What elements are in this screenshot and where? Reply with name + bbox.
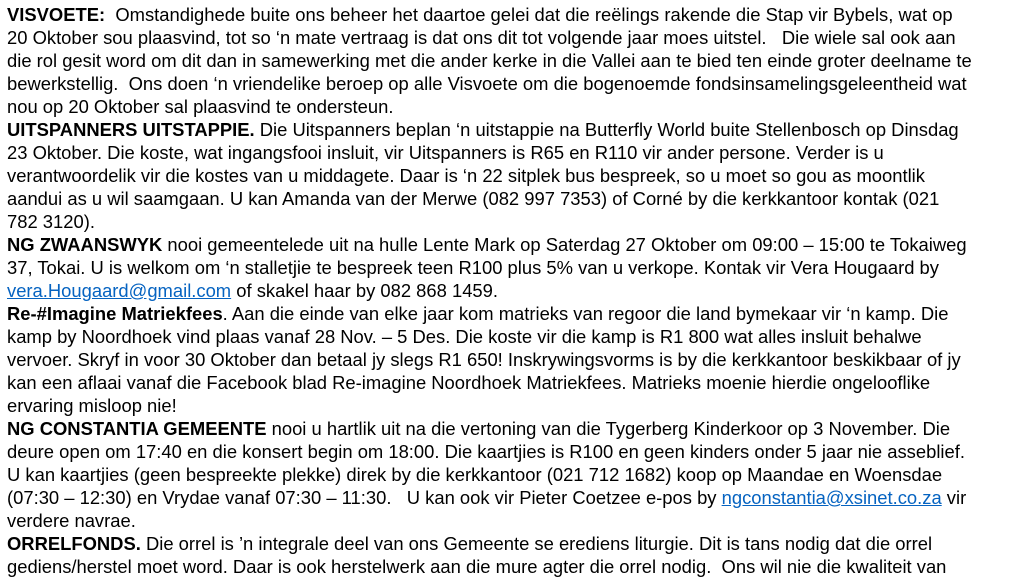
text-line bbox=[7, 394, 1018, 417]
text-run: 37, Tokai. U is welkom om ‘n stalletjie te bespreek teen R100 plus 5% van u verkope. Kontak vir Vera Hougaard by bbox=[7, 257, 939, 278]
paragraph-uitspanners-uitstappie bbox=[7, 118, 1018, 233]
text-line bbox=[7, 486, 1018, 509]
text-line bbox=[7, 141, 1018, 164]
text-run: 20 Oktober sou plaasvind, tot so ‘n mate vertraag is dat ons dit tot volgende jaar moes uitstel. Die wiele sal ook aan bbox=[7, 27, 956, 48]
text-line bbox=[7, 371, 1018, 394]
text-run: . Aan die einde van elke jaar kom matrieks van regoor die land bymekaar vir ‘n kamp. Die bbox=[222, 303, 949, 324]
text-run: gediens/herstel moet word. Daar is ook herstelwerk aan die mure agter die orrel nodig. Ons wil nie die kwaliteit van bbox=[7, 556, 947, 577]
text-line bbox=[7, 532, 1018, 555]
section-heading: VISVOETE: bbox=[7, 4, 106, 25]
text-run: ervaring misloop nie! bbox=[7, 395, 177, 416]
text-line bbox=[7, 95, 1018, 118]
text-line bbox=[7, 509, 1018, 532]
text-run: Die orrel is ’n integrale deel van ons Gemeente se erediens liturgie. Dit is tans nodig dat die orrel bbox=[140, 533, 933, 554]
section-heading: NG CONSTANTIA GEMEENTE bbox=[7, 418, 267, 439]
text-run: (07:30 – 12:30) en Vrydae vanaf 07:30 – 11:30. U kan ook vir Pieter Coetzee e-pos by bbox=[7, 487, 722, 508]
text-run: nooi u hartlik uit na die vertoning van die Tygerberg Kinderkoor op 3 November. Die bbox=[266, 418, 951, 439]
text-run: 23 Oktober. Die koste, wat ingangsfooi insluit, vir Uitspanners is R65 en R110 vir ander persone. Verder is u bbox=[7, 142, 884, 163]
text-line bbox=[7, 279, 1018, 302]
text-run: Die Uitspanners beplan ‘n uitstappie na Butterfly World buite Stellenbosch op Dinsdag bbox=[254, 119, 959, 140]
text-run: bewerkstellig. Ons doen ‘n vriendelike beroep op alle Visvoete om die bogenoemde fondsinsamelingsgeleentheid wat bbox=[7, 73, 967, 94]
text-line bbox=[7, 187, 1018, 210]
email-link[interactable]: vera.Hougaard@gmail.com bbox=[7, 280, 232, 301]
text-run: nou op 20 Oktober sal plaasvind te ondersteun. bbox=[7, 96, 394, 117]
text-line bbox=[7, 302, 1018, 325]
text-run: kan een aflaai vanaf die Facebook blad Re-imagine Noordhoek Matriekfees. Matrieks moenie hierdie ongelooflike bbox=[7, 372, 931, 393]
text-run: verantwoordelik vir die kostes van u middagete. Daar is ‘n 22 sitplek bus bespreek, so u moet so gou as moontlik bbox=[7, 165, 925, 186]
paragraph-ng-constantia-gemeente bbox=[7, 417, 1018, 532]
text-line bbox=[7, 463, 1018, 486]
text-line bbox=[7, 26, 1018, 49]
text-line bbox=[7, 72, 1018, 95]
text-run: 782 3120). bbox=[7, 211, 95, 232]
paragraph-ng-zwaanswyk bbox=[7, 233, 1018, 302]
text-line bbox=[7, 348, 1018, 371]
text-line bbox=[7, 118, 1018, 141]
text-run: nooi gemeentelede uit na hulle Lente Mark op Saterdag 27 Oktober om 09:00 – 15:00 te Tokaiweg bbox=[162, 234, 967, 255]
text-line bbox=[7, 49, 1018, 72]
paragraph-visvoete bbox=[7, 3, 1018, 118]
text-line bbox=[7, 417, 1018, 440]
text-run: vir bbox=[941, 487, 967, 508]
text-run: Omstandighede buite ons beheer het daartoe gelei dat die reëlings rakende die Stap vir Bybels, wat op bbox=[105, 4, 953, 25]
paragraph-orrelfonds bbox=[7, 532, 1018, 578]
section-heading: Re-#Imagine Matriekfees bbox=[7, 303, 223, 324]
text-run: vervoer. Skryf in voor 30 Oktober dan betaal jy slegs R1 650! Inskrywingsvorms is by die kerkkantoor beskikbaar of jy bbox=[7, 349, 961, 370]
text-line bbox=[7, 325, 1018, 348]
section-heading: ORRELFONDS. bbox=[7, 533, 141, 554]
text-run: verdere navrae. bbox=[7, 510, 136, 531]
paragraph-re-imagine-matriekfees bbox=[7, 302, 1018, 417]
text-run: kamp by Noordhoek vind plaas vanaf 28 Nov. – 5 Des. Die koste vir die kamp is R1 800 wat alles insluit behalwe bbox=[7, 326, 922, 347]
email-link[interactable]: ngconstantia@xsinet.co.za bbox=[721, 487, 942, 508]
text-run: deure open om 17:40 en die konsert begin om 18:00. Die kaartjies is R100 en geen kinders onder 5 jaar nie asseblief. bbox=[7, 441, 965, 462]
text-run: aandui as u wil saamgaan. U kan Amanda van der Merwe (082 997 7353) of Corné by die kerkkantoor kontak (021 bbox=[7, 188, 940, 209]
text-run: die rol gesit word om dit dan in samewerking met die ander kerke in die Vallei aan te bied ten einde groter deelname te bbox=[7, 50, 972, 71]
text-line bbox=[7, 256, 1018, 279]
text-line bbox=[7, 164, 1018, 187]
text-line bbox=[7, 440, 1018, 463]
text-run: of skakel haar by 082 868 1459. bbox=[231, 280, 498, 301]
text-line bbox=[7, 555, 1018, 578]
text-line bbox=[7, 3, 1018, 26]
text-line bbox=[7, 210, 1018, 233]
section-heading: UITSPANNERS UITSTAPPIE. bbox=[7, 119, 255, 140]
text-run: U kan kaartjies (geen bespreekte plekke) direk by die kerkkantoor (021 712 1682) koop op Maandae en Woensdae bbox=[7, 464, 943, 485]
section-heading: NG ZWAANSWYK bbox=[7, 234, 163, 255]
text-line bbox=[7, 233, 1018, 256]
